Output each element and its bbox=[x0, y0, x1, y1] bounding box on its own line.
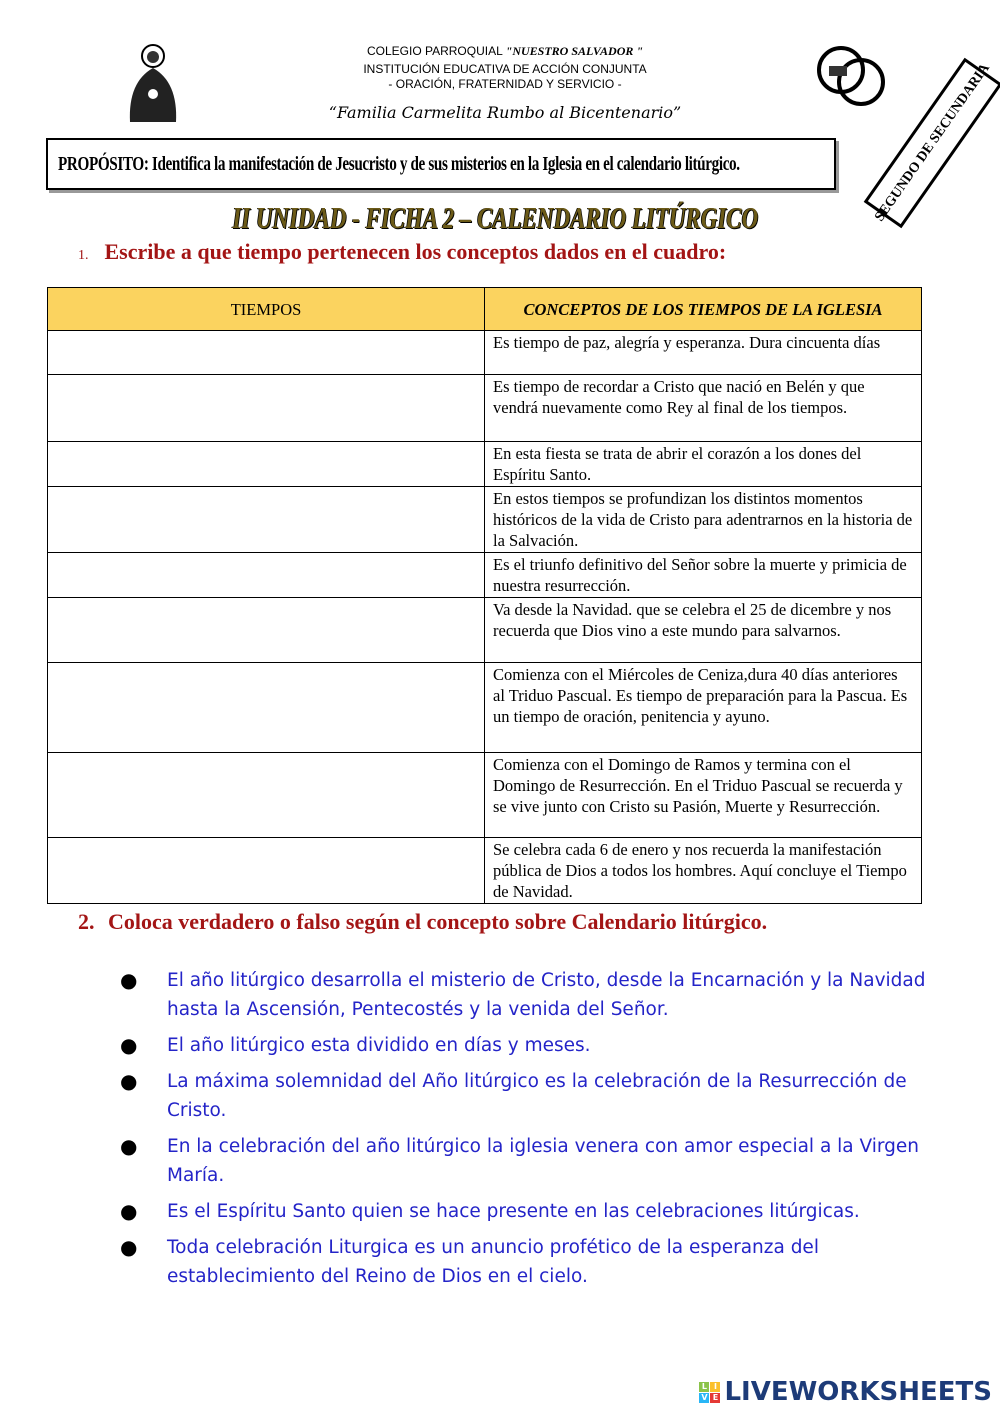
school-seal-icon bbox=[815, 40, 887, 112]
bullet-icon: ● bbox=[120, 968, 138, 992]
liveworksheets-icon: L I V E bbox=[699, 1382, 720, 1403]
concept-text: Comienza con el Domingo de Ramos y termina con el Domingo de Resurrección. En el Triduo Pascual se recuerda y se vive junto con Cristo su Pasión, Muerte y Resurrección. bbox=[485, 753, 922, 838]
tiempo-answer-cell[interactable] bbox=[48, 838, 485, 904]
concepts-table bbox=[47, 287, 922, 904]
statement-text: El año litúrgico esta dividido en días y meses. bbox=[167, 1035, 591, 1056]
motto: “Familia Carmelita Rumbo al Bicentenario” bbox=[328, 103, 682, 122]
table-row bbox=[48, 375, 922, 442]
statement-item bbox=[110, 1132, 940, 1190]
purpose-box bbox=[46, 138, 836, 190]
content-flow bbox=[0, 287, 1000, 1298]
tiempo-answer-cell[interactable] bbox=[48, 487, 485, 553]
statement-item bbox=[110, 1233, 940, 1291]
statement-item bbox=[110, 1031, 940, 1060]
concept-text: Va desde la Navidad. que se celebra el 25 de dicembre y nos recuerda que Dios vino a este mundo para salvarnos. bbox=[485, 598, 922, 663]
table-row bbox=[48, 838, 922, 904]
question-1: 1. Escribe a que tiempo pertenecen los conceptos dados en el cuadro: bbox=[78, 239, 727, 264]
tiempo-answer-cell[interactable] bbox=[48, 442, 485, 487]
table-row bbox=[48, 663, 922, 753]
concept-text: Comienza con el Miércoles de Ceniza,dura 40 días anteriores al Triduo Pascual. Es tiempo de preparación para la Pascua. Es un tiempo de oración, penitencia y ayuno. bbox=[485, 663, 922, 753]
concept-text: En estos tiempos se profundizan los distintos momentos históricos de la vida de Cristo para adentrarnos en la historia de la Salvación. bbox=[485, 487, 922, 553]
institution-line: INSTITUCIÓN EDUCATIVA DE ACCIÓN CONJUNTA bbox=[363, 62, 647, 76]
bullet-icon: ● bbox=[120, 1235, 138, 1259]
school-name: COLEGIO PARROQUIAL "NUESTRO SALVADOR " bbox=[366, 44, 644, 58]
header-tiempos: TIEMPOS bbox=[48, 288, 485, 331]
purpose-text: PROPÓSITO: Identifica la manifestación de Jesucristo y de sus misterios en la Iglesia en el calendario litúrgico. bbox=[58, 152, 740, 175]
worksheet-title bbox=[140, 200, 820, 236]
statement-item bbox=[110, 1197, 940, 1226]
table-row bbox=[48, 598, 922, 663]
statement-text: Es el Espíritu Santo quien se hace presente en las celebraciones litúrgicas. bbox=[167, 1201, 860, 1222]
statement-item bbox=[110, 966, 940, 1024]
concept-text: En esta fiesta se trata de abrir el corazón a los dones del Espíritu Santo. bbox=[485, 442, 922, 487]
liveworksheets-logo: L I V E LIVEWORKSHEETS bbox=[701, 1377, 992, 1407]
concept-text: Es el triunfo definitivo del Señor sobre la muerte y primicia de nuestra resurrección. bbox=[485, 553, 922, 598]
bullet-icon: ● bbox=[120, 1033, 138, 1057]
table-row bbox=[48, 487, 922, 553]
header-conceptos: CONCEPTOS DE LOS TIEMPOS DE LA IGLESIA bbox=[485, 288, 922, 331]
statement-text: Toda celebración Liturgica es un anuncio profético de la esperanza del establecimiento del Reino de Dios en el cielo. bbox=[167, 1237, 819, 1287]
values-line: - ORACIÓN, FRATERNIDAD Y SERVICIO - bbox=[388, 77, 622, 91]
tiempo-answer-cell[interactable] bbox=[48, 375, 485, 442]
concept-text: Es tiempo de recordar a Cristo que nació en Belén y que vendrá nuevamente como Rey al final de los tiempos. bbox=[485, 375, 922, 442]
tiempo-answer-cell[interactable] bbox=[48, 598, 485, 663]
true-false-list bbox=[110, 966, 940, 1291]
table-row bbox=[48, 331, 922, 375]
question-2: 2. Coloca verdadero o falso según el concepto sobre Calendario litúrgico. bbox=[78, 909, 768, 934]
statement-text: En la celebración del año litúrgico la iglesia venera con amor especial a la Virgen María. bbox=[167, 1136, 920, 1186]
table-row bbox=[48, 753, 922, 838]
grade-stamp: SEGUNDO DE SECUNDARIA bbox=[864, 58, 1000, 229]
statement-text: El año litúrgico desarrolla el misterio de Cristo, desde la Encarnación y la Navidad hasta la Ascensión, Pentecostés y la venida del Señor. bbox=[167, 970, 926, 1020]
table-row bbox=[48, 442, 922, 487]
saint-logo-icon bbox=[122, 42, 184, 124]
bullet-icon: ● bbox=[120, 1069, 138, 1093]
tiempo-answer-cell[interactable] bbox=[48, 753, 485, 838]
bullet-icon: ● bbox=[120, 1199, 138, 1223]
table-row bbox=[48, 553, 922, 598]
worksheet-title-text: II UNIDAD - FICHA 2 – CALENDARIO LITÚRGICO bbox=[232, 200, 759, 235]
concept-text: Se celebra cada 6 de enero y nos recuerda la manifestación pública de Dios a todos los hombres. Aquí concluye el Tiempo de Navidad. bbox=[485, 838, 922, 904]
tiempo-answer-cell[interactable] bbox=[48, 331, 485, 375]
bullet-icon: ● bbox=[120, 1134, 138, 1158]
tiempo-answer-cell[interactable] bbox=[48, 553, 485, 598]
concept-text: Es tiempo de paz, alegría y esperanza. Dura cincuenta días bbox=[485, 331, 922, 375]
statement-text: La máxima solemnidad del Año litúrgico es la celebración de la Resurrección de Cristo. bbox=[167, 1071, 907, 1121]
tiempo-answer-cell[interactable] bbox=[48, 663, 485, 753]
statement-item bbox=[110, 1067, 940, 1125]
